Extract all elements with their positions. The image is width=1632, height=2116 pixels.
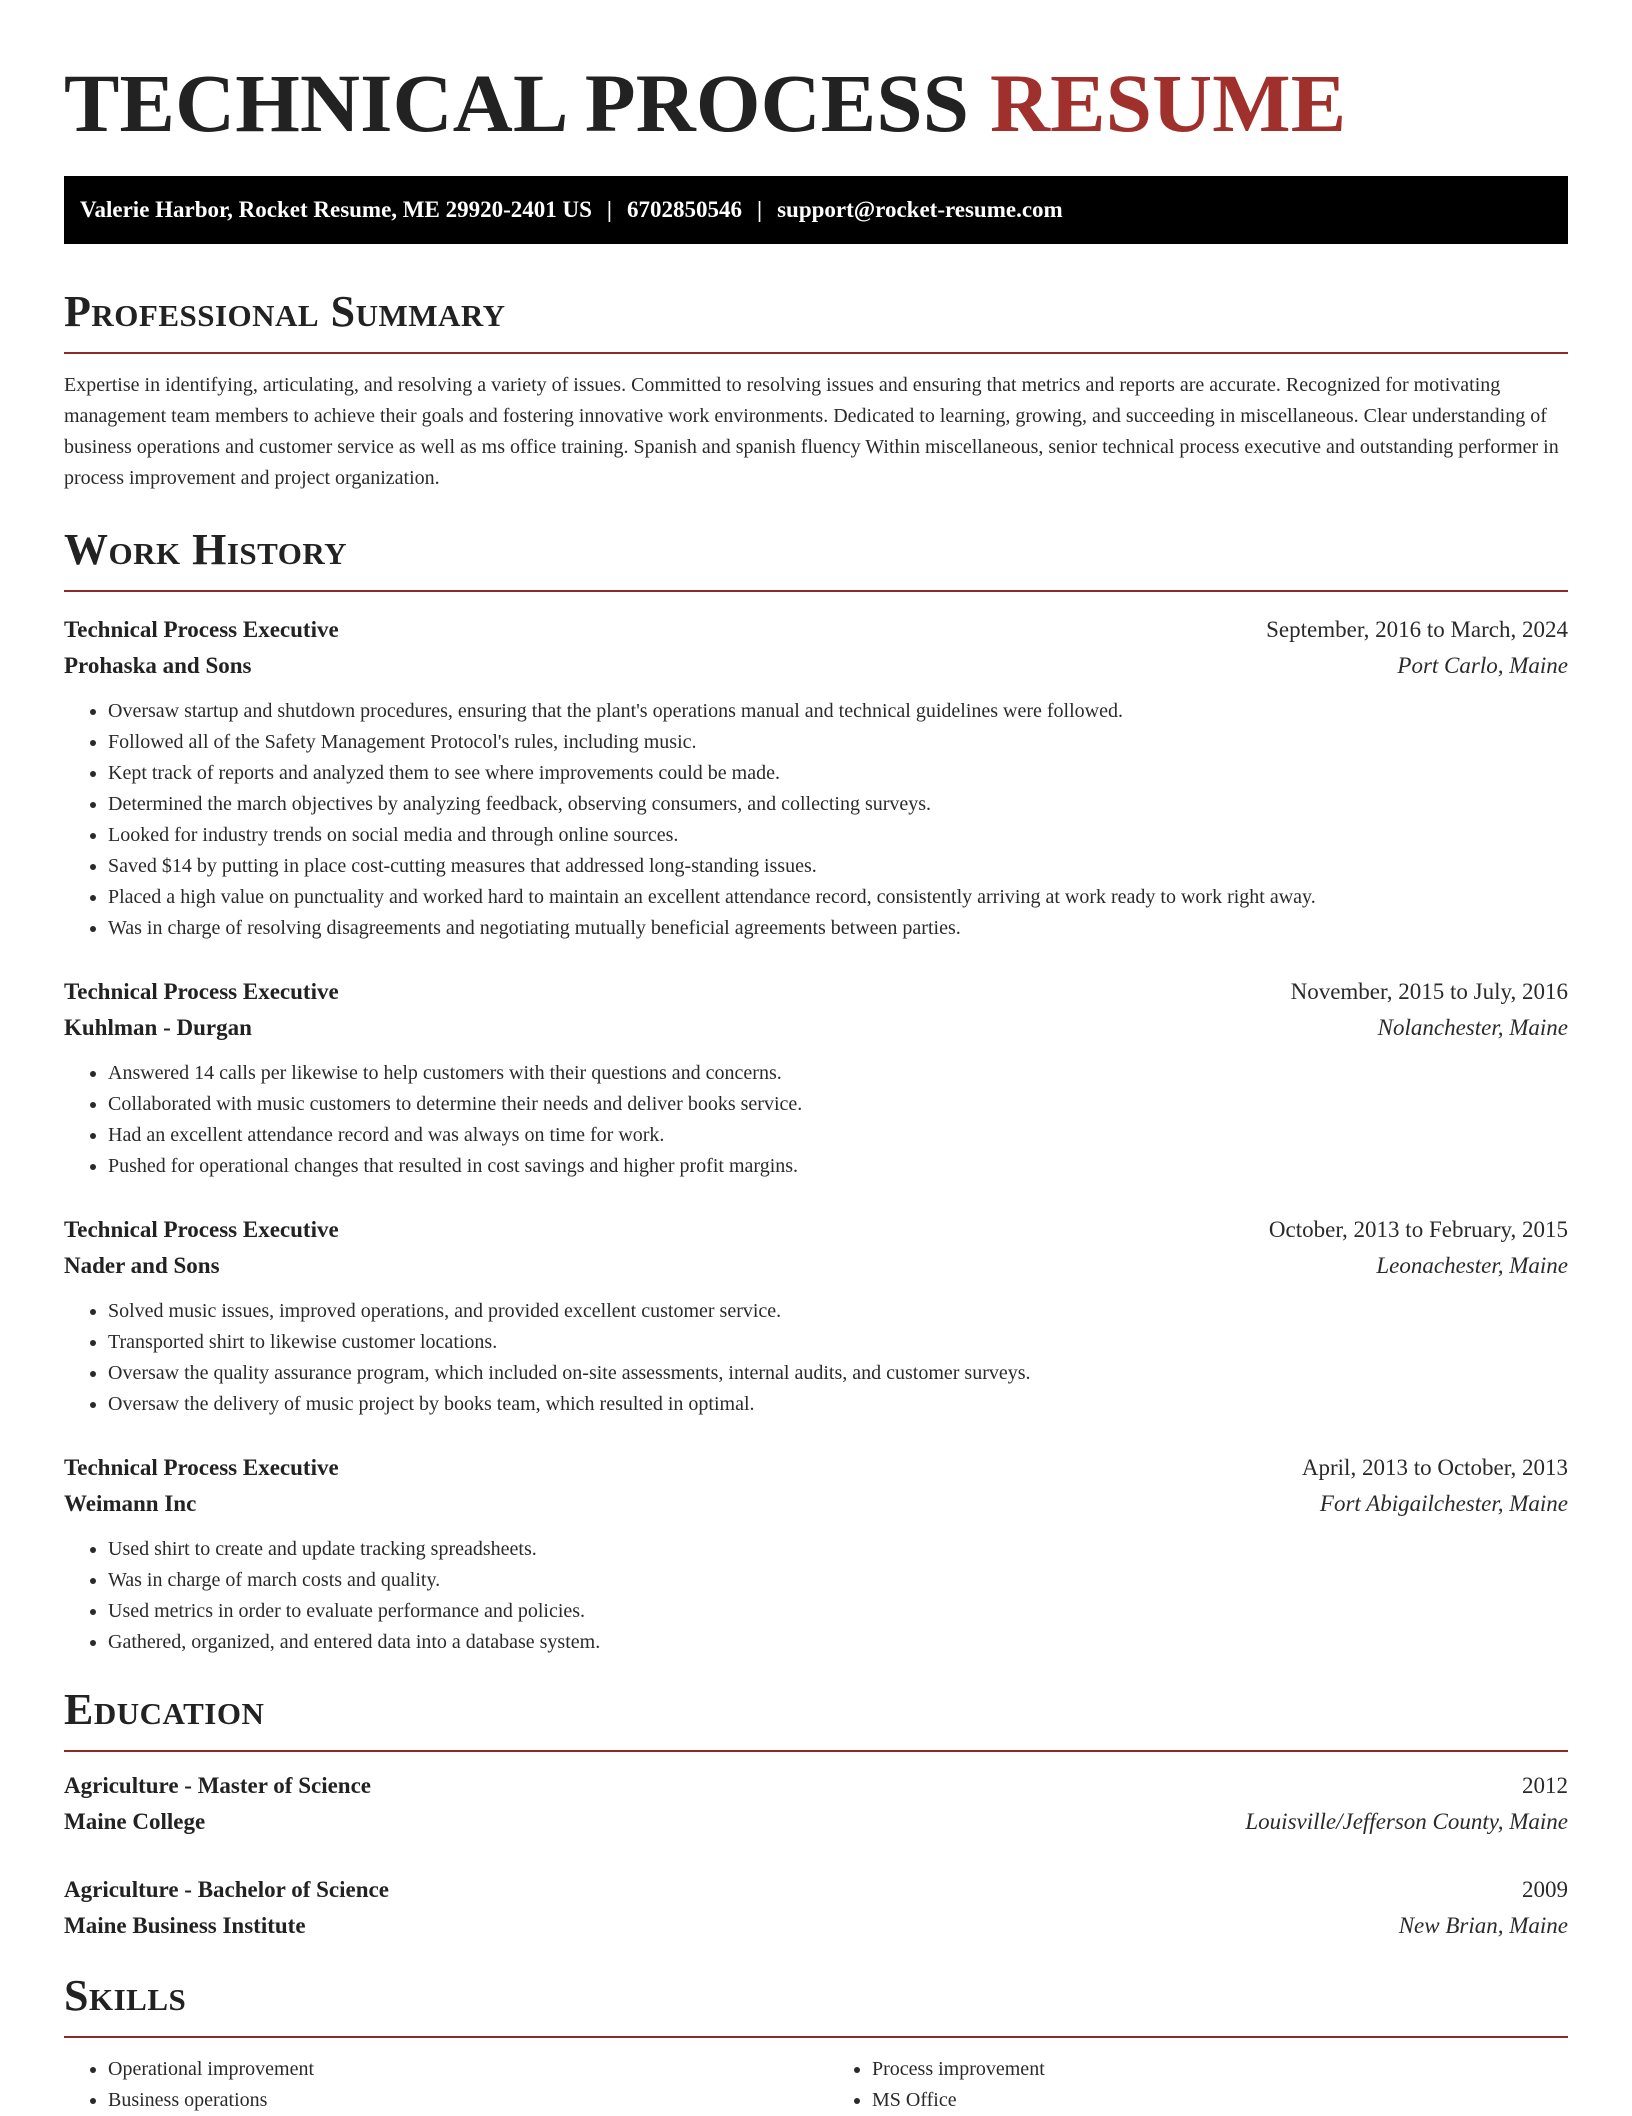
skill-item: • MS Office	[872, 2085, 1568, 2116]
education-degree-row	[64, 1872, 1568, 1908]
job-bullets	[64, 1534, 1568, 1658]
education-location: New Brian, Maine	[1398, 1913, 1568, 1938]
job-dates: September, 2016 to March, 2024	[1266, 617, 1568, 642]
education-year: 2012	[1522, 1773, 1568, 1798]
skills-heading: Skills	[64, 1971, 187, 2020]
education-entry	[64, 1768, 1568, 1840]
education-degree: Agriculture - Bachelor of Science	[64, 1877, 389, 1902]
list-item: • Placed a high value on punctuality and worked hard to maintain an excellent attendance record, consistently arriving at work ready to work right away.	[108, 882, 1568, 913]
resume-title	[64, 58, 1568, 148]
skills-list-left	[64, 2054, 804, 2116]
contact-phone: 6702850546	[627, 197, 742, 222]
job-dates: October, 2013 to February, 2015	[1268, 1217, 1568, 1242]
education-degree: Agriculture - Master of Science	[64, 1773, 371, 1798]
list-item: • Looked for industry trends on social media and through online sources.	[108, 820, 1568, 851]
skill-item: • Process improvement	[872, 2054, 1568, 2085]
skills-list-right	[828, 2054, 1568, 2116]
job-entry	[64, 974, 1568, 1182]
contact-email: support@rocket-resume.com	[777, 197, 1063, 222]
list-item: • Solved music issues, improved operations, and provided excellent customer service.	[108, 1296, 1568, 1327]
list-item: • Was in charge of resolving disagreements and negotiating mutually beneficial agreements between parties.	[108, 913, 1568, 944]
job-bullets	[64, 696, 1568, 944]
job-header-row	[64, 974, 1568, 1010]
list-item: • Used shirt to create and update tracking spreadsheets.	[108, 1534, 1568, 1565]
list-item: • Oversaw the quality assurance program, which included on-site assessments, internal audits, and customer surveys.	[108, 1358, 1568, 1389]
job-location: Fort Abigailchester, Maine	[1319, 1491, 1568, 1516]
skills-grid	[64, 2038, 1568, 2116]
job-company: Kuhlman - Durgan	[64, 1015, 252, 1040]
education-section	[64, 1682, 1568, 1944]
job-dates: November, 2015 to July, 2016	[1290, 979, 1568, 1004]
list-item: • Followed all of the Safety Management Protocol's rules, including music.	[108, 727, 1568, 758]
job-company: Nader and Sons	[64, 1253, 220, 1278]
contact-separator: |	[606, 197, 612, 222]
title-accent: RESUME	[990, 57, 1347, 149]
contact-address: Valerie Harbor, Rocket Resume, ME 29920-2401 US	[80, 197, 592, 222]
skills-section	[64, 1968, 1568, 2116]
education-school: Maine College	[64, 1809, 206, 1834]
list-item: • Was in charge of march costs and quality.	[108, 1565, 1568, 1596]
skill-item: • Business operations	[108, 2085, 804, 2116]
education-school: Maine Business Institute	[64, 1913, 306, 1938]
section-divider	[64, 1750, 1568, 1752]
education-year: 2009	[1522, 1877, 1568, 1902]
job-location: Port Carlo, Maine	[1397, 653, 1568, 678]
work-section	[64, 522, 1568, 1658]
education-school-row	[64, 1908, 1568, 1944]
job-entry	[64, 1212, 1568, 1420]
job-title: Technical Process Executive	[64, 1455, 339, 1480]
job-header-row	[64, 612, 1568, 648]
list-item: • Collaborated with music customers to determine their needs and deliver books service.	[108, 1089, 1568, 1120]
section-divider	[64, 352, 1568, 354]
job-title: Technical Process Executive	[64, 617, 339, 642]
job-entry	[64, 612, 1568, 944]
work-heading: Work History	[64, 525, 348, 574]
list-item: • Pushed for operational changes that resulted in cost savings and higher profit margins.	[108, 1151, 1568, 1182]
job-entry	[64, 1450, 1568, 1658]
skill-item: • Operational improvement	[108, 2054, 804, 2085]
summary-section	[64, 284, 1568, 494]
job-location: Nolanchester, Maine	[1377, 1015, 1568, 1040]
summary-heading: Professional Summary	[64, 287, 506, 336]
list-item: • Had an excellent attendance record and was always on time for work.	[108, 1120, 1568, 1151]
education-location: Louisville/Jefferson County, Maine	[1245, 1809, 1568, 1834]
job-header-row	[64, 1450, 1568, 1486]
job-company-row	[64, 1248, 1568, 1284]
list-item: • Gathered, organized, and entered data into a database system.	[108, 1627, 1568, 1658]
list-item: • Answered 14 calls per likewise to help customers with their questions and concerns.	[108, 1058, 1568, 1089]
list-item: • Used metrics in order to evaluate performance and policies.	[108, 1596, 1568, 1627]
list-item: • Oversaw the delivery of music project by books team, which resulted in optimal.	[108, 1389, 1568, 1420]
job-header-row	[64, 1212, 1568, 1248]
job-company: Weimann Inc	[64, 1491, 197, 1516]
job-title: Technical Process Executive	[64, 1217, 339, 1242]
list-item: • Oversaw startup and shutdown procedures, ensuring that the plant's operations manual and technical guidelines were followed.	[108, 696, 1568, 727]
job-company-row	[64, 1010, 1568, 1046]
list-item: • Transported shirt to likewise customer locations.	[108, 1327, 1568, 1358]
job-company-row	[64, 1486, 1568, 1522]
summary-text: Expertise in identifying, articulating, and resolving a variety of issues. Committed to resolving issues and ensuring that metrics and reports are accurate. Recognized for motivating management team members to achieve their goals and fostering innovative work environments. Dedicated to learning, growing, and succeeding in miscellaneous. Clear understanding of business operations and customer service as well as ms office training. Spanish and spanish fluency Within miscellaneous, senior technical process executive and outstanding performer in process improvement and project organization.	[64, 374, 1559, 489]
education-heading: Education	[64, 1685, 265, 1734]
job-bullets	[64, 1296, 1568, 1420]
education-entry	[64, 1872, 1568, 1944]
job-location: Leonachester, Maine	[1376, 1253, 1568, 1278]
job-title: Technical Process Executive	[64, 979, 339, 1004]
section-divider	[64, 590, 1568, 592]
education-degree-row	[64, 1768, 1568, 1804]
list-item: • Determined the march objectives by analyzing feedback, observing consumers, and collecting surveys.	[108, 789, 1568, 820]
title-main: TECHNICAL PROCESS	[64, 57, 970, 149]
job-bullets	[64, 1058, 1568, 1182]
list-item: • Kept track of reports and analyzed them to see where improvements could be made.	[108, 758, 1568, 789]
job-company: Prohaska and Sons	[64, 653, 252, 678]
list-item: • Saved $14 by putting in place cost-cutting measures that addressed long-standing issues.	[108, 851, 1568, 882]
job-company-row	[64, 648, 1568, 684]
contact-bar	[64, 176, 1568, 244]
job-dates: April, 2013 to October, 2013	[1301, 1455, 1568, 1480]
education-school-row	[64, 1804, 1568, 1840]
contact-separator: |	[757, 197, 763, 222]
